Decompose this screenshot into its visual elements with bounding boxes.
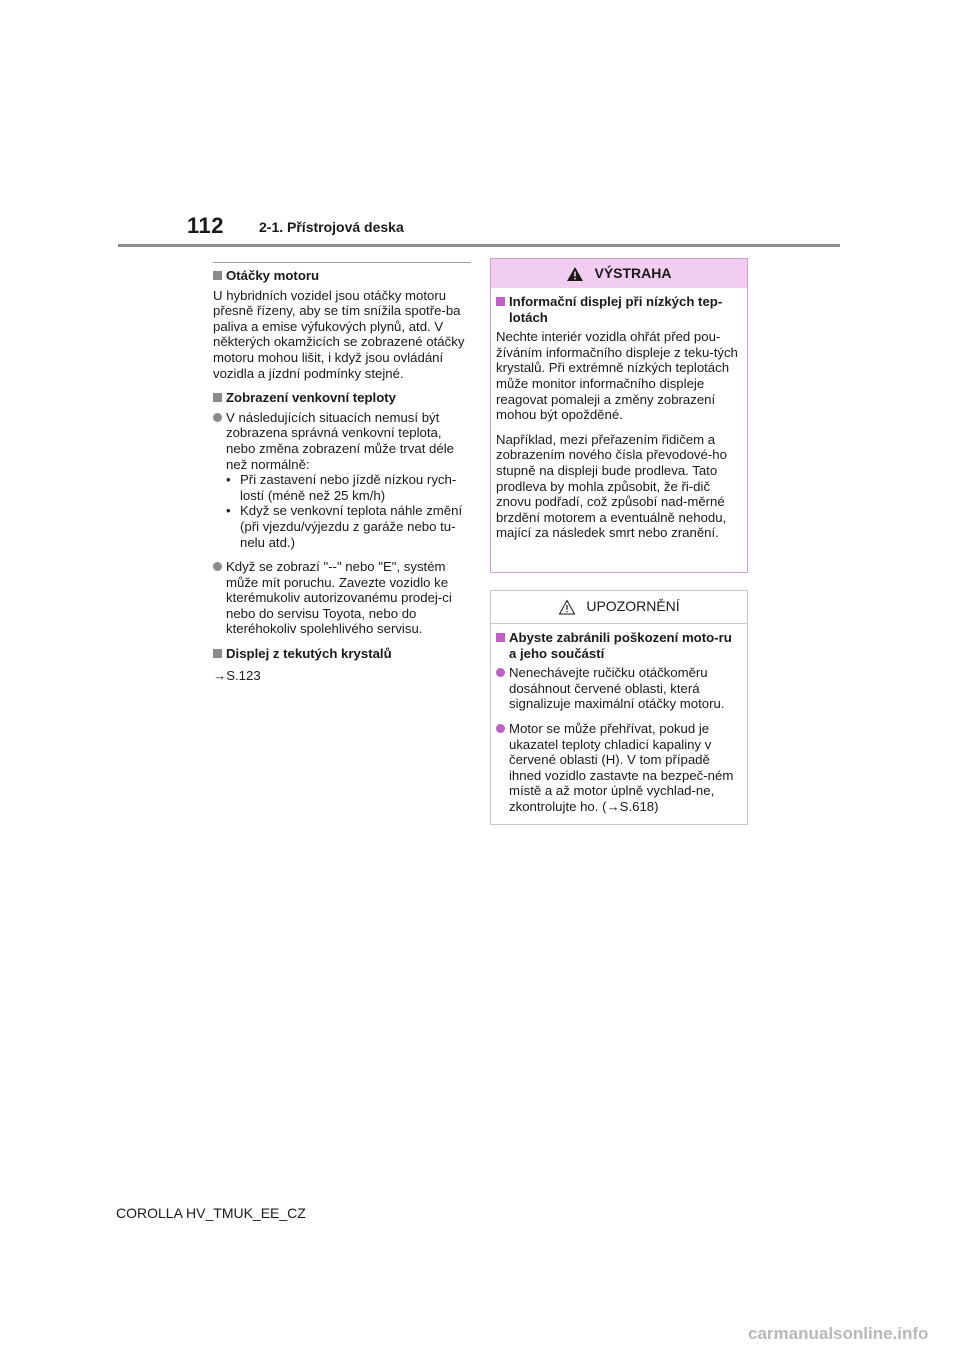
square-bullet-icon: [213, 393, 222, 402]
square-bullet-icon: [213, 271, 222, 280]
list-item: [496, 721, 742, 815]
page-reference-link[interactable]: →S.123: [213, 667, 261, 683]
list-item: [213, 410, 471, 550]
sub-list-item: [226, 472, 471, 503]
heading-outside-temp: [213, 390, 471, 406]
square-bullet-icon: [213, 649, 222, 658]
heading-text: Zobrazení venkovní teploty: [226, 390, 397, 406]
sub-list-item: [226, 503, 471, 550]
caution-header: [491, 591, 747, 624]
warning-body: [491, 288, 747, 541]
heading-lcd: [213, 646, 471, 662]
warning-heading: [496, 294, 742, 325]
heading-text: Displej z tekutých krystalů: [226, 646, 392, 662]
circle-bullet-icon: [213, 562, 222, 571]
heading-text: Informační displej při nízkých tep-lotách: [509, 294, 723, 325]
sub-list-text: Při zastavení nebo jízdě nízkou rych-lostí (méně než 25 km/h): [240, 472, 457, 503]
list-item-text: Když se zobrazí "--" nebo "E", systém může mít poruchu. Zavezte vozidlo ke kterémukoliv autorizovanému prodej-ci nebo do servisu Toyota, nebo do kteréhokoliv spolehlivého servisu.: [226, 559, 452, 637]
page-number: 112: [187, 213, 224, 238]
column-divider: [213, 262, 471, 263]
caution-title: UPOZORNĚNÍ: [586, 598, 680, 615]
section-title: 2-1. Přístrojová deska: [259, 219, 404, 235]
list-item-text: Motor se může přehřívat, pokud je ukazatel teploty chladicí kapaliny v červené oblasti (H). V tom případě ihned vozidlo zastavte na bezpeč-ném místě a až motor úplně vychlad-ne, zkontrolujte ho. (→S.618): [509, 720, 734, 814]
caution-heading: [496, 630, 742, 661]
caution-triangle-icon: [558, 599, 576, 615]
circle-bullet-icon: [496, 724, 505, 733]
heading-text: Abyste zabránili poškození moto-ru a jeho součástí: [509, 630, 732, 661]
sub-list-text: Když se venkovní teplota náhle změní (při vjezdu/výjezdu z garáže nebo tu-nelu atd.): [240, 503, 463, 550]
header-divider: [118, 244, 840, 247]
caution-box: [490, 590, 748, 825]
warning-box: [490, 258, 748, 573]
dot-marker-icon: •: [226, 503, 231, 519]
warning-title: VÝSTRAHA: [594, 264, 672, 281]
paragraph-engine-rpm: U hybridních vozidel jsou otáčky motoru přesně řízeny, aby se tím snížila spotře-ba paliva a emise výfukových plynů, atd. V některých okamžicích se zobrazené otáčky motoru mohou lišit, i když jsou ovládání vozidla a jízdní podmínky stejné.: [213, 287, 465, 381]
warning-paragraph: Nechte interiér vozidla ohřát před pou-žíváním informačního displeje z teku-tých krystalů. Při extrémně nízkých teplotách může monitor informačního displeje reagovat pomaleji a změny zobrazení mohou být opožděné.: [496, 329, 738, 423]
dot-marker-icon: •: [226, 472, 231, 488]
list-item-body: [226, 410, 471, 550]
circle-bullet-icon: [496, 668, 505, 677]
square-bullet-icon: [496, 297, 505, 306]
warning-triangle-icon: [566, 266, 584, 282]
footer-model-code: COROLLA HV_TMUK_EE_CZ: [116, 1205, 306, 1221]
heading-text: Otáčky motoru: [226, 268, 320, 283]
warning-paragraph: Například, mezi přeřazením řidičem a zobrazením nového čísla převodové-ho stupně na displeji bude prodleva. Tato prodleva by mohla způsobit, že ři-dič znovu podřadí, což způsobí nad-měrné brzdění motorem a eventuálně nehodu, mající za následek smrt nebo zranění.: [496, 431, 727, 541]
square-bullet-icon: [496, 633, 505, 642]
warning-header: [491, 259, 747, 288]
list-item: [213, 559, 471, 637]
circle-bullet-icon: [213, 413, 222, 422]
list-item-text: V následujících situacích nemusí být zobrazena správná venkovní teplota, nebo změna zobrazení může trvat déle než normálně:: [226, 409, 454, 472]
list-item: [496, 665, 742, 712]
list-item-text: Nenechávejte ručičku otáčkoměru dosáhnout červené oblasti, která signalizuje maximální otáčky motoru.: [509, 665, 725, 712]
heading-engine-rpm: [213, 268, 471, 284]
watermark-text: carmanualsonline.info: [748, 1324, 929, 1343]
caution-body: [491, 624, 747, 815]
sub-list: [226, 472, 471, 550]
left-column: [213, 262, 471, 683]
